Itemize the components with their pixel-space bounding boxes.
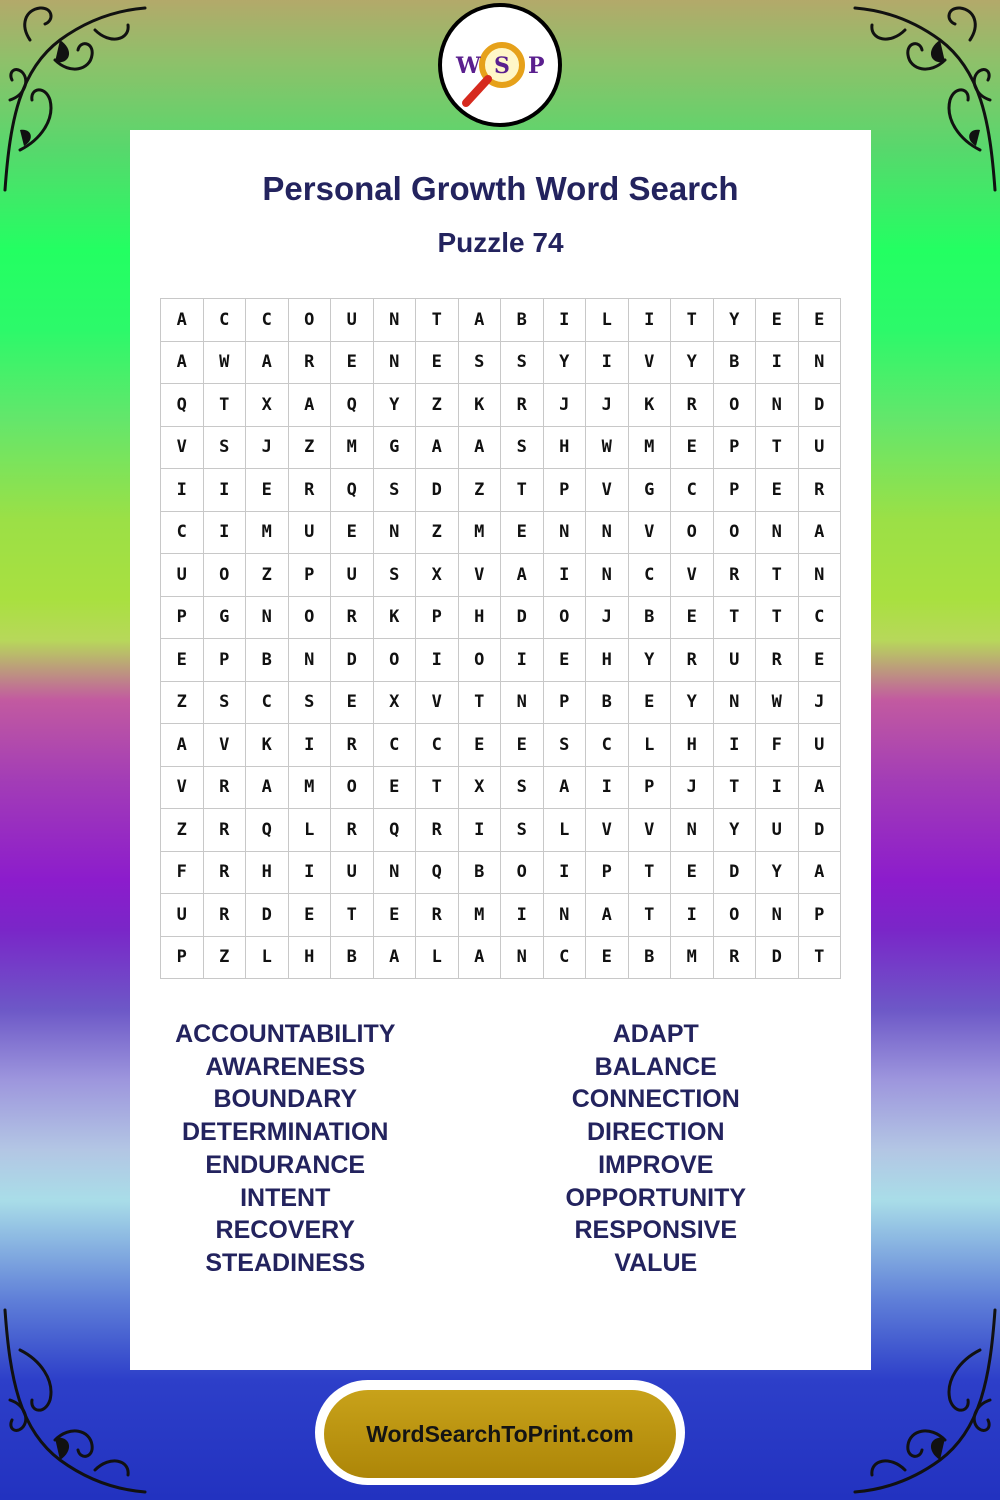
- grid-cell[interactable]: N: [544, 512, 587, 555]
- grid-cell[interactable]: V: [416, 682, 459, 725]
- grid-cell[interactable]: I: [416, 639, 459, 682]
- grid-cell[interactable]: C: [161, 512, 204, 555]
- grid-cell[interactable]: Z: [204, 937, 247, 980]
- grid-cell[interactable]: N: [756, 512, 799, 555]
- grid-cell[interactable]: N: [756, 894, 799, 937]
- grid-cell[interactable]: P: [161, 937, 204, 980]
- grid-cell[interactable]: U: [331, 852, 374, 895]
- grid-cell[interactable]: C: [416, 724, 459, 767]
- grid-cell[interactable]: D: [714, 852, 757, 895]
- word-list-item: STEADINESS: [205, 1248, 366, 1277]
- grid-cell[interactable]: L: [416, 937, 459, 980]
- grid-cell[interactable]: S: [374, 469, 417, 512]
- grid-cell[interactable]: T: [756, 554, 799, 597]
- grid-cell[interactable]: I: [544, 299, 587, 342]
- grid-cell[interactable]: N: [374, 299, 417, 342]
- grid-cell[interactable]: P: [204, 639, 247, 682]
- grid-cell[interactable]: M: [246, 512, 289, 555]
- word-list-item: RECOVERY: [215, 1216, 355, 1245]
- grid-cell[interactable]: M: [459, 894, 502, 937]
- grid-cell[interactable]: C: [374, 724, 417, 767]
- grid-cell[interactable]: N: [374, 852, 417, 895]
- word-list-item: ACCOUNTABILITY: [175, 1020, 396, 1048]
- grid-cell[interactable]: Q: [161, 384, 204, 427]
- grid-cell[interactable]: N: [671, 809, 714, 852]
- puzzle-card: [130, 130, 871, 1370]
- grid-cell[interactable]: I: [204, 512, 247, 555]
- grid-cell[interactable]: A: [459, 427, 502, 470]
- grid-cell[interactable]: O: [331, 767, 374, 810]
- grid-cell[interactable]: E: [544, 639, 587, 682]
- grid-cell[interactable]: O: [289, 597, 332, 640]
- word-list-item: INTENT: [240, 1183, 331, 1212]
- grid-cell[interactable]: M: [671, 937, 714, 980]
- grid-cell[interactable]: A: [799, 512, 842, 555]
- grid-cell[interactable]: A: [586, 894, 629, 937]
- grid-cell[interactable]: O: [714, 512, 757, 555]
- grid-cell[interactable]: R: [331, 809, 374, 852]
- grid-cell[interactable]: E: [374, 767, 417, 810]
- logo-letter: S: [494, 53, 510, 79]
- grid-cell[interactable]: A: [799, 852, 842, 895]
- corner-ornament-icon: [850, 1300, 1000, 1500]
- grid-cell[interactable]: V: [586, 469, 629, 512]
- grid-cell[interactable]: E: [501, 724, 544, 767]
- grid-cell[interactable]: N: [586, 554, 629, 597]
- grid-cell[interactable]: E: [671, 427, 714, 470]
- grid-cell[interactable]: U: [714, 639, 757, 682]
- grid-cell[interactable]: T: [629, 894, 672, 937]
- grid-cell[interactable]: U: [331, 299, 374, 342]
- grid-cell[interactable]: I: [629, 299, 672, 342]
- grid-cell[interactable]: E: [416, 342, 459, 385]
- grid-cell[interactable]: Q: [374, 809, 417, 852]
- grid-cell[interactable]: O: [714, 384, 757, 427]
- grid-cell[interactable]: S: [501, 809, 544, 852]
- grid-cell[interactable]: P: [586, 852, 629, 895]
- grid-cell[interactable]: E: [501, 512, 544, 555]
- grid-cell[interactable]: J: [671, 767, 714, 810]
- grid-cell[interactable]: R: [289, 469, 332, 512]
- grid-cell[interactable]: L: [629, 724, 672, 767]
- grid-cell[interactable]: R: [204, 852, 247, 895]
- grid-cell[interactable]: A: [799, 767, 842, 810]
- grid-cell[interactable]: J: [586, 384, 629, 427]
- grid-cell[interactable]: N: [544, 894, 587, 937]
- grid-cell[interactable]: A: [161, 342, 204, 385]
- grid-cell[interactable]: T: [756, 597, 799, 640]
- corner-ornament-icon: [850, 0, 1000, 200]
- grid-cell[interactable]: A: [501, 554, 544, 597]
- grid-cell[interactable]: F: [756, 724, 799, 767]
- footer-badge: [315, 1380, 685, 1485]
- grid-cell[interactable]: R: [501, 384, 544, 427]
- grid-cell[interactable]: U: [756, 809, 799, 852]
- grid-cell[interactable]: P: [799, 894, 842, 937]
- grid-cell[interactable]: P: [544, 469, 587, 512]
- grid-cell[interactable]: A: [161, 299, 204, 342]
- grid-cell[interactable]: E: [331, 342, 374, 385]
- grid-cell[interactable]: O: [289, 299, 332, 342]
- grid-cell[interactable]: T: [629, 852, 672, 895]
- grid-cell[interactable]: O: [714, 894, 757, 937]
- grid-cell[interactable]: K: [374, 597, 417, 640]
- grid-cell[interactable]: D: [501, 597, 544, 640]
- grid-cell[interactable]: V: [204, 724, 247, 767]
- grid-cell[interactable]: O: [501, 852, 544, 895]
- grid-cell[interactable]: A: [161, 724, 204, 767]
- grid-cell[interactable]: S: [204, 682, 247, 725]
- grid-cell[interactable]: V: [671, 554, 714, 597]
- grid-cell[interactable]: I: [289, 852, 332, 895]
- grid-cell[interactable]: O: [671, 512, 714, 555]
- grid-cell[interactable]: L: [544, 809, 587, 852]
- grid-cell[interactable]: X: [459, 767, 502, 810]
- grid-cell[interactable]: V: [586, 809, 629, 852]
- grid-cell[interactable]: R: [289, 342, 332, 385]
- grid-cell[interactable]: X: [416, 554, 459, 597]
- grid-cell[interactable]: R: [714, 937, 757, 980]
- grid-cell[interactable]: P: [544, 682, 587, 725]
- grid-cell[interactable]: L: [586, 299, 629, 342]
- grid-cell[interactable]: I: [459, 809, 502, 852]
- grid-cell[interactable]: T: [671, 299, 714, 342]
- grid-cell[interactable]: R: [799, 469, 842, 512]
- grid-cell[interactable]: D: [799, 384, 842, 427]
- grid-cell[interactable]: C: [246, 682, 289, 725]
- grid-cell[interactable]: C: [586, 724, 629, 767]
- grid-cell[interactable]: D: [799, 809, 842, 852]
- word-list-item: IMPROVE: [598, 1150, 714, 1179]
- grid-cell[interactable]: Y: [374, 384, 417, 427]
- grid-cell[interactable]: I: [161, 469, 204, 512]
- grid-cell[interactable]: B: [459, 852, 502, 895]
- grid-cell[interactable]: E: [374, 894, 417, 937]
- grid-cell[interactable]: W: [756, 682, 799, 725]
- grid-cell[interactable]: E: [246, 469, 289, 512]
- grid-cell[interactable]: T: [331, 894, 374, 937]
- grid-cell[interactable]: P: [161, 597, 204, 640]
- grid-cell[interactable]: E: [289, 894, 332, 937]
- grid-cell[interactable]: X: [374, 682, 417, 725]
- grid-cell[interactable]: R: [671, 639, 714, 682]
- grid-cell[interactable]: N: [374, 512, 417, 555]
- grid-cell[interactable]: B: [331, 937, 374, 980]
- corner-ornament-icon: [0, 0, 150, 200]
- grid-cell[interactable]: C: [799, 597, 842, 640]
- grid-cell[interactable]: Q: [331, 469, 374, 512]
- grid-cell[interactable]: J: [246, 427, 289, 470]
- grid-cell[interactable]: C: [671, 469, 714, 512]
- grid-cell[interactable]: S: [501, 342, 544, 385]
- grid-cell[interactable]: T: [459, 682, 502, 725]
- grid-cell[interactable]: Z: [459, 469, 502, 512]
- grid-cell[interactable]: R: [204, 767, 247, 810]
- word-list-item: OPPORTUNITY: [565, 1183, 747, 1212]
- grid-cell[interactable]: D: [756, 937, 799, 980]
- logo-letter: P: [528, 53, 545, 79]
- grid-cell[interactable]: O: [544, 597, 587, 640]
- grid-cell[interactable]: C: [246, 299, 289, 342]
- grid-cell[interactable]: B: [586, 682, 629, 725]
- grid-cell[interactable]: A: [374, 937, 417, 980]
- grid-cell[interactable]: T: [799, 937, 842, 980]
- grid-cell[interactable]: D: [416, 469, 459, 512]
- grid-cell[interactable]: C: [544, 937, 587, 980]
- grid-cell[interactable]: T: [756, 427, 799, 470]
- grid-cell[interactable]: E: [671, 852, 714, 895]
- grid-cell[interactable]: R: [756, 639, 799, 682]
- grid-cell[interactable]: M: [331, 427, 374, 470]
- grid-cell[interactable]: R: [204, 894, 247, 937]
- grid-cell[interactable]: H: [544, 427, 587, 470]
- grid-cell[interactable]: E: [331, 682, 374, 725]
- grid-cell[interactable]: J: [586, 597, 629, 640]
- grid-cell[interactable]: E: [586, 937, 629, 980]
- grid-cell[interactable]: A: [459, 937, 502, 980]
- grid-cell[interactable]: T: [501, 469, 544, 512]
- grid-cell[interactable]: W: [586, 427, 629, 470]
- grid-cell[interactable]: W: [204, 342, 247, 385]
- grid-cell[interactable]: T: [416, 767, 459, 810]
- grid-cell[interactable]: P: [416, 597, 459, 640]
- grid-cell[interactable]: Q: [246, 809, 289, 852]
- word-list-left: [70, 1018, 501, 1280]
- grid-cell[interactable]: I: [544, 554, 587, 597]
- word-list-item: ADAPT: [612, 1020, 699, 1048]
- grid-cell[interactable]: P: [714, 469, 757, 512]
- grid-cell[interactable]: C: [204, 299, 247, 342]
- grid-cell[interactable]: A: [246, 342, 289, 385]
- grid-cell[interactable]: B: [629, 937, 672, 980]
- grid-cell[interactable]: M: [289, 767, 332, 810]
- grid-cell[interactable]: Y: [544, 342, 587, 385]
- grid-cell[interactable]: A: [544, 767, 587, 810]
- grid-cell[interactable]: I: [756, 342, 799, 385]
- grid-cell[interactable]: E: [161, 639, 204, 682]
- grid-cell[interactable]: V: [459, 554, 502, 597]
- grid-cell[interactable]: B: [501, 299, 544, 342]
- grid-cell[interactable]: U: [799, 427, 842, 470]
- grid-cell[interactable]: G: [629, 469, 672, 512]
- grid-cell[interactable]: Y: [714, 809, 757, 852]
- grid-cell[interactable]: H: [671, 724, 714, 767]
- grid-cell[interactable]: O: [204, 554, 247, 597]
- word-list: [130, 1018, 871, 1280]
- grid-cell[interactable]: P: [629, 767, 672, 810]
- puzzle-number: Puzzle 74: [437, 227, 564, 258]
- grid-cell[interactable]: S: [501, 767, 544, 810]
- grid-cell[interactable]: A: [416, 427, 459, 470]
- grid-cell[interactable]: H: [459, 597, 502, 640]
- grid-cell[interactable]: E: [671, 597, 714, 640]
- grid-cell[interactable]: U: [289, 512, 332, 555]
- grid-cell[interactable]: U: [161, 894, 204, 937]
- grid-cell[interactable]: U: [799, 724, 842, 767]
- grid-cell[interactable]: K: [459, 384, 502, 427]
- word-list-item: ENDURANCE: [205, 1150, 366, 1179]
- word-list-item: RESPONSIVE: [574, 1216, 738, 1245]
- grid-cell[interactable]: P: [714, 427, 757, 470]
- grid-cell[interactable]: L: [289, 809, 332, 852]
- word-list-item: BOUNDARY: [213, 1085, 358, 1114]
- grid-cell[interactable]: U: [161, 554, 204, 597]
- grid-cell[interactable]: S: [501, 427, 544, 470]
- grid-cell[interactable]: O: [374, 639, 417, 682]
- grid-cell[interactable]: T: [204, 384, 247, 427]
- grid-cell[interactable]: Z: [161, 809, 204, 852]
- logo-badge: [442, 7, 558, 123]
- grid-cell[interactable]: E: [799, 639, 842, 682]
- grid-cell[interactable]: Y: [714, 299, 757, 342]
- grid-cell[interactable]: G: [374, 427, 417, 470]
- grid-cell[interactable]: Z: [416, 512, 459, 555]
- word-list-item: DIRECTION: [587, 1118, 725, 1147]
- site-logo[interactable]: [438, 3, 562, 127]
- grid-cell[interactable]: E: [756, 299, 799, 342]
- grid-cell[interactable]: N: [586, 512, 629, 555]
- grid-cell[interactable]: V: [629, 809, 672, 852]
- grid-cell[interactable]: S: [459, 342, 502, 385]
- grid-cell[interactable]: X: [246, 384, 289, 427]
- grid-cell[interactable]: B: [714, 342, 757, 385]
- grid-cell[interactable]: Y: [629, 639, 672, 682]
- word-list-item: BALANCE: [594, 1052, 717, 1081]
- grid-cell[interactable]: N: [714, 682, 757, 725]
- grid-cell[interactable]: N: [799, 342, 842, 385]
- grid-cell[interactable]: R: [714, 554, 757, 597]
- grid-cell[interactable]: I: [714, 724, 757, 767]
- grid-cell[interactable]: R: [331, 597, 374, 640]
- grid-cell[interactable]: J: [799, 682, 842, 725]
- grid-cell[interactable]: Y: [671, 682, 714, 725]
- grid-cell[interactable]: R: [416, 809, 459, 852]
- grid-cell[interactable]: I: [586, 767, 629, 810]
- grid-cell[interactable]: V: [161, 427, 204, 470]
- word-list-right: [501, 1018, 812, 1280]
- grid-cell[interactable]: M: [459, 512, 502, 555]
- grid-cell[interactable]: N: [289, 639, 332, 682]
- grid-cell[interactable]: T: [714, 597, 757, 640]
- grid-cell[interactable]: R: [416, 894, 459, 937]
- word-list-item: AWARENESS: [205, 1052, 366, 1081]
- grid-cell[interactable]: F: [161, 852, 204, 895]
- grid-cell[interactable]: Q: [416, 852, 459, 895]
- grid-cell[interactable]: B: [629, 597, 672, 640]
- grid-cell[interactable]: I: [204, 469, 247, 512]
- grid-cell[interactable]: G: [204, 597, 247, 640]
- grid-cell[interactable]: I: [756, 767, 799, 810]
- grid-cell[interactable]: A: [459, 299, 502, 342]
- grid-cell[interactable]: N: [374, 342, 417, 385]
- grid-cell[interactable]: V: [629, 342, 672, 385]
- grid-cell[interactable]: I: [501, 894, 544, 937]
- grid-cell[interactable]: I: [671, 894, 714, 937]
- grid-cell[interactable]: Y: [671, 342, 714, 385]
- grid-cell[interactable]: Z: [289, 427, 332, 470]
- grid-cell[interactable]: T: [416, 299, 459, 342]
- grid-cell[interactable]: B: [246, 639, 289, 682]
- grid-cell[interactable]: K: [246, 724, 289, 767]
- logo-letter: W: [456, 53, 481, 79]
- grid-cell[interactable]: E: [331, 512, 374, 555]
- word-list-item: DETERMINATION: [182, 1118, 389, 1147]
- grid-cell[interactable]: H: [586, 639, 629, 682]
- grid-cell[interactable]: K: [629, 384, 672, 427]
- grid-cell[interactable]: H: [246, 852, 289, 895]
- grid-cell[interactable]: I: [289, 724, 332, 767]
- grid-cell[interactable]: O: [459, 639, 502, 682]
- word-list-item: VALUE: [614, 1248, 698, 1277]
- grid-cell[interactable]: I: [501, 639, 544, 682]
- grid-cell[interactable]: J: [544, 384, 587, 427]
- grid-cell[interactable]: N: [246, 597, 289, 640]
- grid-cell[interactable]: A: [289, 384, 332, 427]
- grid-cell[interactable]: I: [544, 852, 587, 895]
- grid-cell[interactable]: P: [289, 554, 332, 597]
- letter-grid: [160, 298, 841, 979]
- grid-cell[interactable]: N: [799, 554, 842, 597]
- grid-cell[interactable]: D: [331, 639, 374, 682]
- grid-cell[interactable]: Z: [161, 682, 204, 725]
- grid-cell[interactable]: E: [459, 724, 502, 767]
- grid-cell[interactable]: E: [756, 469, 799, 512]
- grid-cell[interactable]: N: [501, 682, 544, 725]
- corner-ornament-icon: [0, 1300, 150, 1500]
- grid-cell[interactable]: H: [289, 937, 332, 980]
- grid-cell[interactable]: I: [586, 342, 629, 385]
- grid-cell[interactable]: R: [204, 809, 247, 852]
- grid-cell[interactable]: S: [289, 682, 332, 725]
- grid-cell[interactable]: E: [629, 682, 672, 725]
- grid-cell[interactable]: D: [246, 894, 289, 937]
- grid-cell[interactable]: M: [629, 427, 672, 470]
- grid-cell[interactable]: R: [671, 384, 714, 427]
- grid-cell[interactable]: U: [331, 554, 374, 597]
- grid-cell[interactable]: S: [544, 724, 587, 767]
- grid-cell[interactable]: A: [246, 767, 289, 810]
- grid-cell[interactable]: L: [246, 937, 289, 980]
- grid-cell[interactable]: N: [501, 937, 544, 980]
- page-title: Personal Growth Word Search: [262, 170, 739, 207]
- site-link-button[interactable]: WordSearchToPrint.com: [324, 1390, 676, 1478]
- grid-cell[interactable]: S: [374, 554, 417, 597]
- grid-cell[interactable]: V: [629, 512, 672, 555]
- grid-cell[interactable]: E: [799, 299, 842, 342]
- grid-cell[interactable]: T: [714, 767, 757, 810]
- grid-cell[interactable]: Z: [246, 554, 289, 597]
- grid-cell[interactable]: Q: [331, 384, 374, 427]
- grid-cell[interactable]: C: [629, 554, 672, 597]
- grid-cell[interactable]: Z: [416, 384, 459, 427]
- grid-cell[interactable]: S: [204, 427, 247, 470]
- grid-cell[interactable]: N: [756, 384, 799, 427]
- grid-cell[interactable]: Y: [756, 852, 799, 895]
- grid-cell[interactable]: R: [331, 724, 374, 767]
- grid-cell[interactable]: V: [161, 767, 204, 810]
- word-list-item: CONNECTION: [571, 1085, 740, 1114]
